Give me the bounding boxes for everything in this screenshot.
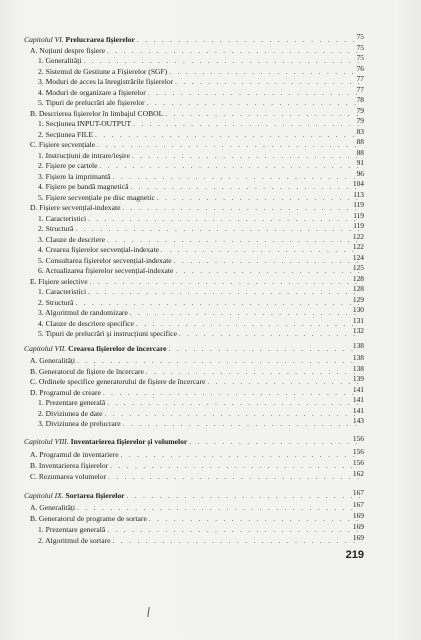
toc-page-number: 132 — [352, 326, 364, 335]
toc-entry-label: A. Generalități — [30, 503, 76, 512]
toc-page-number: 83 — [356, 127, 364, 136]
toc-page-number: 119 — [353, 221, 364, 230]
toc-page-number: 167 — [352, 500, 364, 509]
toc-entry — [38, 319, 360, 329]
toc-entry-label: 6. Actualizarea fișierelor secvențial-indexate — [38, 266, 174, 275]
toc-entry — [30, 514, 360, 524]
toc-entry-label — [24, 491, 127, 501]
toc-entry — [38, 409, 360, 419]
dot-leader — [107, 525, 360, 535]
toc-page-number: 79 — [356, 116, 364, 125]
dot-leader — [95, 130, 360, 140]
toc-page-number: 156 — [352, 434, 364, 443]
dot-leader — [165, 109, 360, 119]
toc-entry — [38, 298, 360, 308]
toc-entry-label: 3. Moduri de acces la înregistrările fișierelor — [38, 77, 174, 86]
toc-page-number: 138 — [352, 353, 364, 362]
toc-entry-label: 2. Algoritmul de sortare — [38, 536, 111, 545]
toc-entry — [30, 461, 360, 471]
dot-leader — [179, 329, 360, 339]
toc-chapter-entry — [24, 35, 360, 45]
toc-entry-label: 1. Generalități — [38, 56, 82, 65]
toc-page-number: 75 — [356, 32, 364, 41]
toc-entry — [38, 525, 360, 535]
dot-leader — [77, 356, 360, 366]
dot-leader — [108, 472, 360, 482]
toc-entry-label: 2. Structură — [38, 224, 74, 233]
toc-page-number: 129 — [352, 295, 364, 304]
toc-entry-label: 1. Instrucțiuni de intrare/ieșire — [38, 151, 130, 160]
toc-chapter-number: Capitolul VII. — [24, 344, 67, 353]
toc-entry-label: 3. Clauze de descriere — [38, 235, 106, 244]
toc-page-number: 156 — [352, 458, 364, 467]
dot-leader — [146, 367, 360, 377]
toc-page-number: 169 — [352, 533, 364, 542]
dot-leader — [133, 119, 360, 129]
toc-page-number: 88 — [356, 148, 364, 157]
dot-leader — [107, 46, 360, 56]
toc-page-number: 88 — [356, 137, 364, 146]
toc-entry — [38, 329, 360, 339]
toc-entry-label: A. Noțiuni despre fișiere — [30, 46, 106, 55]
toc-entry-label: 5. Consultarea fișierelor secvențial-indexate — [38, 256, 172, 265]
toc-page-number: 119 — [353, 211, 364, 220]
toc-chapter-number: Capitolul IX. — [24, 491, 64, 500]
dot-leader — [110, 461, 360, 471]
dot-leader — [107, 398, 360, 408]
dot-leader — [90, 277, 360, 287]
toc-entry-label: D. Programul de creare — [30, 388, 101, 397]
toc-page-number: 77 — [356, 74, 364, 83]
toc-entry-label: 1. Secțiunea INPUT-OUTPUT — [38, 119, 132, 128]
pencil-mark — [147, 607, 149, 617]
toc-entry-label: C. Ordinele specifice generatorului de fișiere de încercare — [30, 377, 206, 386]
toc-chapter-title: Crearea fișierelor de încercare — [66, 344, 167, 353]
toc-page-number: 141 — [352, 406, 364, 415]
dot-leader — [137, 35, 360, 45]
toc-page-number: 113 — [353, 190, 364, 199]
toc-page-number: 77 — [356, 85, 364, 94]
toc-chapter-title: Prelucrarea fișierelor — [63, 35, 135, 44]
toc-entry-label — [24, 35, 137, 45]
toc-entry — [38, 88, 360, 98]
dot-leader — [175, 77, 360, 87]
dot-leader — [174, 256, 360, 266]
toc-page-number: 75 — [356, 53, 364, 62]
toc-page-number: 128 — [352, 274, 364, 283]
toc-entry-label: D. Fișiere secvențial-indexate — [30, 203, 121, 212]
toc-entry-label: 3. Algoritmul de randomizare — [38, 308, 128, 317]
toc-entry — [38, 98, 360, 108]
toc-page-number: 79 — [356, 106, 364, 115]
toc-chapter-entry — [24, 491, 360, 501]
toc-entry — [38, 130, 360, 140]
dot-leader — [130, 182, 360, 192]
dot-leader — [148, 88, 360, 98]
toc-entry — [38, 266, 360, 276]
toc-entry-label: 5. Tipuri de prelucrări ale fișierelor — [38, 98, 145, 107]
toc-entry-label: 4. Clauze de descriere specifice — [38, 319, 134, 328]
toc-page-number: 75 — [356, 43, 364, 52]
toc-entry-label: 4. Moduri de organizare a fișierelor — [38, 88, 146, 97]
toc-entry — [38, 182, 360, 192]
toc-entry — [38, 308, 360, 318]
toc-entry — [38, 419, 360, 429]
dot-leader — [121, 450, 360, 460]
dot-leader — [169, 67, 360, 77]
toc-entry — [30, 367, 360, 377]
dot-leader — [123, 419, 360, 429]
toc-page-number: 128 — [352, 284, 364, 293]
dot-leader — [88, 214, 360, 224]
toc-entry-label: 2. Secțiunea FILE — [38, 130, 94, 139]
toc-page-number: 122 — [352, 232, 364, 241]
toc-entry — [30, 356, 360, 366]
toc-entry — [38, 214, 360, 224]
dot-leader — [207, 377, 360, 387]
toc-entry-label: 1. Prezentare generală — [38, 525, 106, 534]
toc-entry — [38, 193, 360, 203]
dot-leader — [113, 536, 360, 546]
toc-entry — [38, 287, 360, 297]
dot-leader — [169, 344, 360, 354]
toc-entry — [38, 119, 360, 129]
toc-page-number: 124 — [352, 253, 364, 262]
toc-entry — [38, 245, 360, 255]
toc-entry — [30, 109, 360, 119]
toc-entry-label: 5. Fișiere secvențiale pe disc magnetic — [38, 193, 155, 202]
dot-leader — [103, 388, 360, 398]
toc-entry-label: B. Descrierea fișierelor în limbajul COBOL — [30, 109, 164, 118]
toc-entry-label: 2. Diviziunea de date — [38, 409, 103, 418]
dot-leader — [132, 151, 360, 161]
dot-leader — [75, 224, 360, 234]
toc-entry-label: C. Fișiere secvențiale — [30, 140, 96, 149]
toc-chapter-number: Capitolul VIII. — [24, 437, 69, 446]
dot-leader — [175, 266, 360, 276]
toc-entry — [38, 536, 360, 546]
toc-page-number: 104 — [352, 179, 364, 188]
toc-page-number: 156 — [352, 447, 364, 456]
toc-entry-label: A. Generalități — [30, 356, 76, 365]
toc-entry-label: 2. Fișiere pe cartele — [38, 161, 98, 170]
toc-page-number: 138 — [352, 341, 364, 350]
toc-page-number: 122 — [352, 242, 364, 251]
toc-entry — [38, 161, 360, 171]
dot-leader — [77, 503, 360, 513]
toc-entry — [38, 67, 360, 77]
dot-leader — [99, 161, 360, 171]
toc-entry-label: 5. Tipuri de prelucrări și instrucțiuni specifice — [38, 329, 177, 338]
dot-leader — [136, 319, 360, 329]
toc-entry-label: B. Inventarierea fișierelor — [30, 461, 109, 470]
toc-entry — [38, 151, 360, 161]
toc-entry — [30, 140, 360, 150]
dot-leader — [161, 245, 360, 255]
toc-page-number: 162 — [352, 469, 364, 478]
dot-leader — [75, 298, 360, 308]
toc-page-number: 125 — [352, 263, 364, 272]
toc-entry — [38, 172, 360, 182]
toc-page-number: 131 — [352, 316, 364, 325]
toc-entry-label: A. Programul de inventariere — [30, 450, 119, 459]
toc-page-number: 76 — [356, 64, 364, 73]
toc-entry — [30, 277, 360, 287]
toc-page-number: 167 — [352, 488, 364, 497]
dot-leader — [122, 203, 360, 213]
toc-entry-label: 4. Crearea fișierelor secvențial-indexate — [38, 245, 160, 254]
toc-entry-label: B. Generatorul de programe de sortare — [30, 514, 147, 523]
toc-page-number: 130 — [352, 305, 364, 314]
toc-entry-label: 2. Sistemul de Gestiune a Fișierelor (SGF) — [38, 67, 168, 76]
toc-entry — [38, 56, 360, 66]
toc-chapter-title: Inventarierea fișierelor și volumelor — [68, 437, 188, 446]
dot-leader — [189, 437, 360, 447]
toc-entry — [30, 203, 360, 213]
page-number: 219 — [345, 549, 364, 561]
toc-entry-label: 3. Diviziunea de prelucrare — [38, 419, 121, 428]
toc-entry — [30, 503, 360, 513]
dot-leader — [105, 409, 360, 419]
toc-entry-label: B. Generatorul de fișiere de încercare — [30, 367, 144, 376]
toc-entry — [38, 224, 360, 234]
toc-entry — [38, 235, 360, 245]
toc-page-number: 141 — [352, 385, 364, 394]
toc-chapter-title: Sortarea fișierelor — [63, 491, 125, 500]
toc-entry-label — [24, 437, 189, 447]
toc-entry-label: 1. Caracteristici — [38, 214, 87, 223]
toc-entry-label: 2. Structură — [38, 298, 74, 307]
toc-page-number: 78 — [356, 95, 364, 104]
dot-leader — [83, 56, 360, 66]
toc-chapter-entry — [24, 437, 360, 447]
toc-entry-label: 1. Prezentare generală — [38, 398, 106, 407]
toc-entry-label: C. Rezumarea volumelor — [30, 472, 107, 481]
toc-entry — [30, 46, 360, 56]
toc-entry-label — [24, 344, 169, 354]
toc-entry-label: E. Fișiere selective — [30, 277, 88, 286]
dot-leader — [113, 172, 360, 182]
toc-page-number: 91 — [356, 158, 364, 167]
toc-page-number: 169 — [352, 522, 364, 531]
toc-entry — [30, 472, 360, 482]
toc-entry — [30, 450, 360, 460]
dot-leader — [97, 140, 360, 150]
dot-leader — [127, 491, 360, 501]
toc-entry-label: 1. Caracteristici — [38, 287, 87, 296]
toc-entry-label: 3. Fișiere la imprimantă — [38, 172, 111, 181]
dot-leader — [88, 287, 360, 297]
toc-chapter-number: Capitolul VI. — [24, 35, 64, 44]
toc-page-number: 119 — [353, 200, 364, 209]
toc-entry — [38, 77, 360, 87]
toc-entry — [38, 398, 360, 408]
dot-leader — [130, 308, 360, 318]
dot-leader — [149, 514, 360, 524]
toc-page-number: 169 — [352, 511, 364, 520]
toc-page-number: 143 — [352, 416, 364, 425]
toc-entry — [30, 377, 360, 387]
toc-page-number: 141 — [352, 395, 364, 404]
toc-entry — [38, 256, 360, 266]
dot-leader — [147, 98, 360, 108]
toc-chapter-entry — [24, 344, 360, 354]
toc-page-number: 96 — [356, 169, 364, 178]
toc-entry-label: 4. Fișiere pe bandă magnetică — [38, 182, 129, 191]
toc-page-number: 139 — [352, 374, 364, 383]
dot-leader — [107, 235, 360, 245]
toc-page-number: 138 — [352, 364, 364, 373]
toc-entry — [30, 388, 360, 398]
dot-leader — [157, 193, 360, 203]
